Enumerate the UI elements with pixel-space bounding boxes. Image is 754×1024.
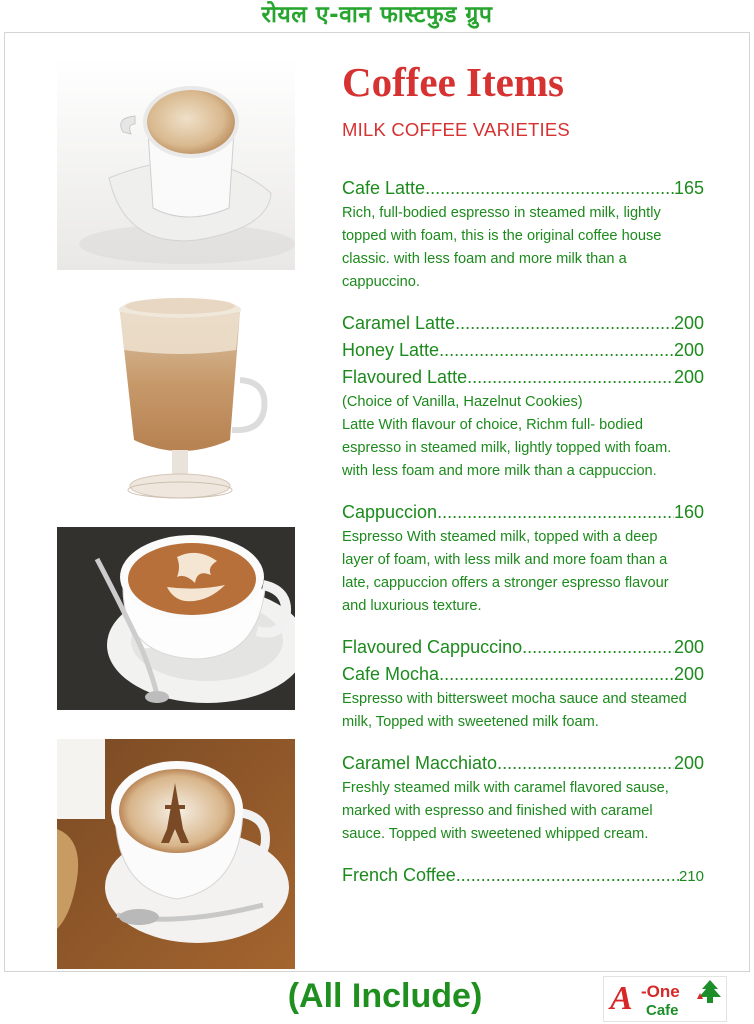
item-description-line: espresso in steamed milk, lightly topped with foam. (342, 440, 672, 456)
item-name: Flavoured Latte (342, 367, 468, 387)
dot-leader (425, 175, 674, 202)
item-description-line: topped with foam, this is the original coffee house (342, 228, 662, 244)
dot-leader (455, 310, 674, 337)
item-description-line: milk, Topped with sweetened milk foam. (342, 714, 599, 730)
item-price: 160 (673, 502, 704, 522)
item-price: 200 (673, 313, 704, 333)
latte-glass-photo (100, 290, 270, 508)
menu-group (342, 862, 704, 890)
item-description-line: sauce. Topped with sweetened whipped cream. (342, 826, 649, 842)
item-price: 200 (673, 664, 704, 684)
dot-leader (456, 862, 679, 889)
item-name: Cappuccion (342, 502, 438, 522)
item-description-line: classic. with less foam and more milk than a (342, 251, 627, 267)
item-name: Flavoured Cappuccino (342, 637, 523, 657)
menu-subheading: MILK COFFEE VARIETIES (342, 119, 570, 140)
item-description-line: Freshly steamed milk with caramel flavored sause, (342, 780, 669, 796)
tree-icon (696, 979, 724, 1005)
item-price: 200 (673, 637, 704, 657)
item-name: Honey Latte (342, 340, 440, 360)
item-description-line: Rich, full-bodied espresso in steamed milk, lightly (342, 205, 661, 221)
menu-group (342, 634, 704, 734)
item-description-line: cappuccino. (342, 274, 420, 290)
item-description-line: Espresso with bittersweet mocha sauce and steamed (342, 691, 687, 707)
item-description-line: and luxurious texture. (342, 598, 482, 614)
menu-group (342, 499, 704, 618)
menu-group (342, 750, 704, 846)
latte-art-cup-photo (57, 527, 295, 710)
logo-line1: -One (641, 982, 680, 1001)
item-price: 210 (678, 868, 704, 885)
group-title: रोयल ए-वान फास्टफुड ग्रुप (261, 2, 493, 28)
menu-item (342, 310, 704, 337)
item-price: 200 (673, 340, 704, 360)
item-description-line: Espresso With steamed milk, topped with a deep (342, 529, 658, 545)
menu-item (342, 661, 704, 688)
menu-item (342, 750, 704, 777)
item-description-line: late, cappuccion offers a stronger espresso flavour (342, 575, 669, 591)
item-name: Caramel Macchiato (342, 753, 498, 773)
item-price: 200 (673, 367, 704, 387)
menu-group (342, 310, 704, 483)
menu-item (342, 364, 704, 391)
item-name: Caramel Latte (342, 313, 456, 333)
menu-list (342, 175, 704, 906)
dot-leader (439, 337, 674, 364)
dot-leader (437, 499, 674, 526)
item-description-line: with less foam and more milk than a cappuccion. (342, 463, 657, 479)
item-price: 200 (673, 753, 704, 773)
dot-leader (497, 750, 674, 777)
eiffel-latte-art-photo (57, 739, 295, 969)
menu-item (342, 175, 704, 202)
coffee-cup-on-saucer-photo (57, 58, 295, 270)
item-description-line: marked with espresso and finished with caramel (342, 803, 653, 819)
dot-leader (522, 634, 674, 661)
item-name: Cafe Mocha (342, 664, 440, 684)
item-description-line: layer of foam, with less milk and more foam than a (342, 552, 668, 568)
a-one-cafe-logo (603, 976, 727, 1022)
item-name: Cafe Latte (342, 178, 426, 198)
item-description-line: Latte With flavour of choice, Richm full- bodied (342, 417, 643, 433)
menu-item (342, 634, 704, 661)
dot-leader (467, 364, 674, 391)
item-price: 165 (673, 178, 704, 198)
menu-item (342, 499, 704, 526)
item-description-line: (Choice of Vanilla, Hazelnut Cookies) (342, 394, 583, 410)
logo-line2: Cafe (646, 1002, 679, 1019)
menu-heading: Coffee Items (342, 59, 564, 105)
menu-item (342, 862, 704, 890)
item-name: French Coffee (342, 865, 456, 885)
dot-leader (439, 661, 674, 688)
menu-item (342, 337, 704, 364)
menu-group (342, 175, 704, 294)
all-include-note: (All Include) (287, 977, 483, 1015)
logo-mark: A (610, 980, 633, 1017)
